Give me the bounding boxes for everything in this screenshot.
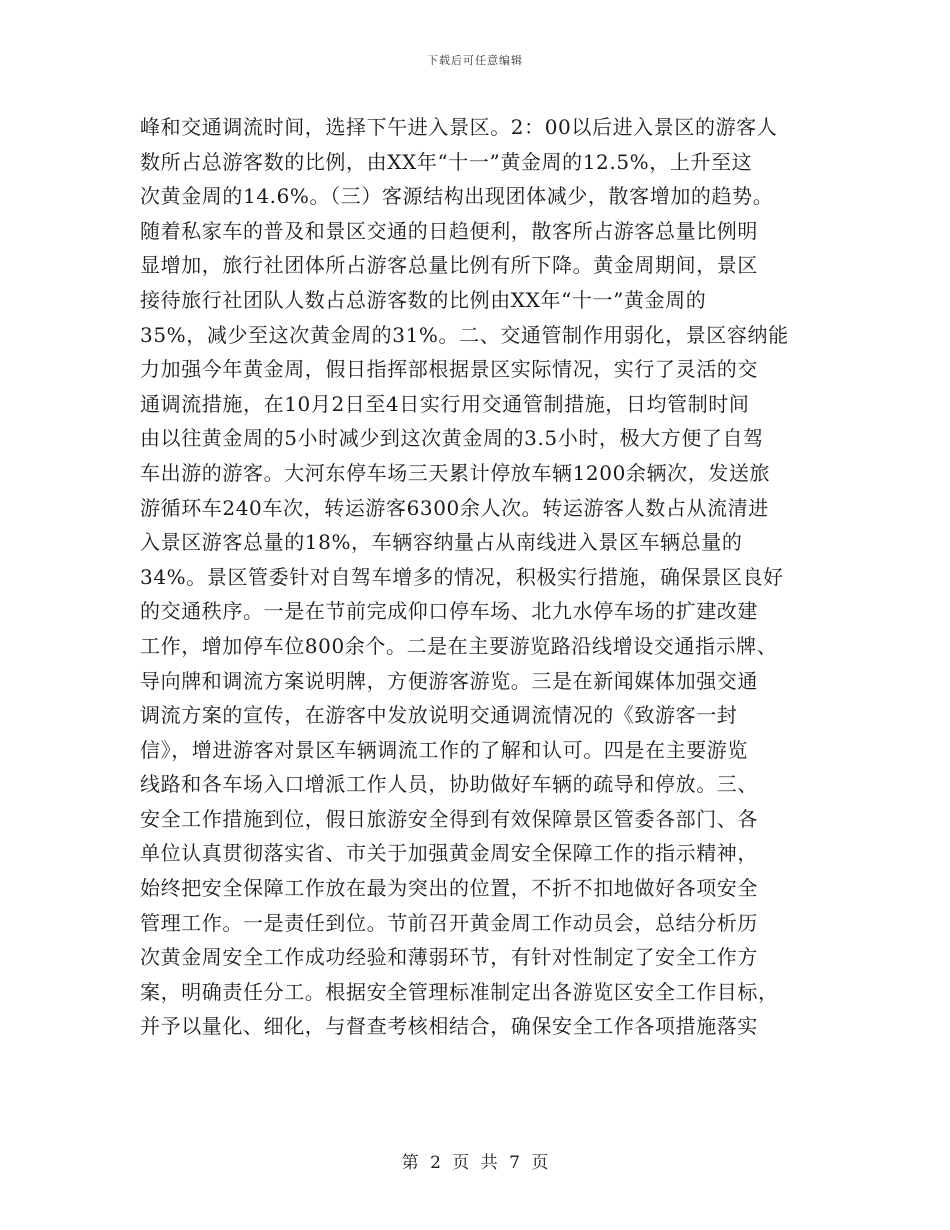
text-line: 由以往黄金周的5小时减少到这次黄金周的3.5小时，极大方便了自驾 [140, 426, 764, 451]
text-line: 入景区游客总量的18%，车辆容纳量占从南线进入景区车辆总量的 [140, 530, 743, 555]
text-line: 峰和交通调流时间，选择下午进入景区。2：00以后进入景区的游客人 [140, 115, 778, 139]
text-line: 安全工作措施到位，假日旅游安全得到有效保障景区管委各部门、各 [140, 806, 758, 831]
page-header: 下载后可任意编辑 [427, 54, 523, 67]
text-line: 导向牌和调流方案说明牌，方便游客游览。三是在新闻媒体加强交通 [140, 668, 758, 693]
text-line: 信》，增进游客对景区车辆调流工作的了解和认可。四是在主要游览 [140, 737, 748, 762]
text-line: 工作，增加停车位800余个。二是在主要游览路沿线增设交通指示牌、 [140, 633, 778, 658]
text-line: 次黄金周安全工作成功经验和薄弱环节，有针对性制定了安全工作方 [140, 945, 758, 970]
text-line: 数所占总游客数的比例，由XX年“十一”黄金周的12.5%，上升至这 [140, 149, 753, 174]
text-line: 管理工作。一是责任到位。节前召开黄金周工作动员会，总结分析历 [140, 910, 758, 935]
text-line: 单位认真贯彻落实省、市关于加强黄金周安全保障工作的指示精神， [140, 841, 758, 866]
text-line: 游循环车240车次，转运游客6300余人次。转运游客人数占从流清进 [140, 495, 769, 520]
page-footer: 第 2 页 共 7 页 [401, 1153, 549, 1173]
text-line: 车出游的游客。大河东停车场三天累计停放车辆1200余辆次，发送旅 [140, 460, 771, 485]
text-line: 并予以量化、细化，与督查考核相结合，确保安全工作各项措施落实 [140, 1014, 758, 1039]
text-line: 案，明确责任分工。根据安全管理标准制定出各游览区安全工作目标， [140, 979, 779, 1004]
text-line: 线路和各车场入口增派工作人员，协助做好车辆的疏导和停放。三、 [140, 772, 758, 797]
text-line: 的交通秩序。一是在节前完成仰口停车场、北九水停车场的扩建改建 [140, 599, 758, 624]
text-line: 34%。景区管委针对自驾车增多的情况，积极实行措施，确保景区良好 [140, 564, 784, 589]
text-line: 随着私家车的普及和景区交通的日趋便利，散客所占游客总量比例明 [140, 218, 758, 243]
text-line: 始终把安全保障工作放在最为突出的位置，不折不扣地做好各项安全 [140, 876, 758, 901]
text-line: 显增加，旅行社团体所占游客总量比例有所下降。黄金周期间，景区 [140, 253, 758, 278]
text-line: 次黄金周的14.6%。（三）客源结构出现团体减少，散客增加的趋势。 [140, 184, 774, 209]
text-line: 接待旅行社团队人数占总游客数的比例由XX年“十一”黄金周的 [140, 287, 707, 312]
text-line: 调流方案的宣传，在游客中发放说明交通调流情况的《致游客一封 [140, 703, 738, 728]
text-line: 力加强今年黄金周，假日指挥部根据景区实际情况，实行了灵活的交 [140, 357, 758, 382]
text-line: 35%，减少至这次黄金周的31%。二、交通管制作用弱化，景区容纳能 [140, 322, 789, 347]
text-line: 通调流措施，在10月2日至4日实行用交通管制措施，日均管制时间 [140, 391, 750, 416]
body-text [140, 110, 810, 1044]
